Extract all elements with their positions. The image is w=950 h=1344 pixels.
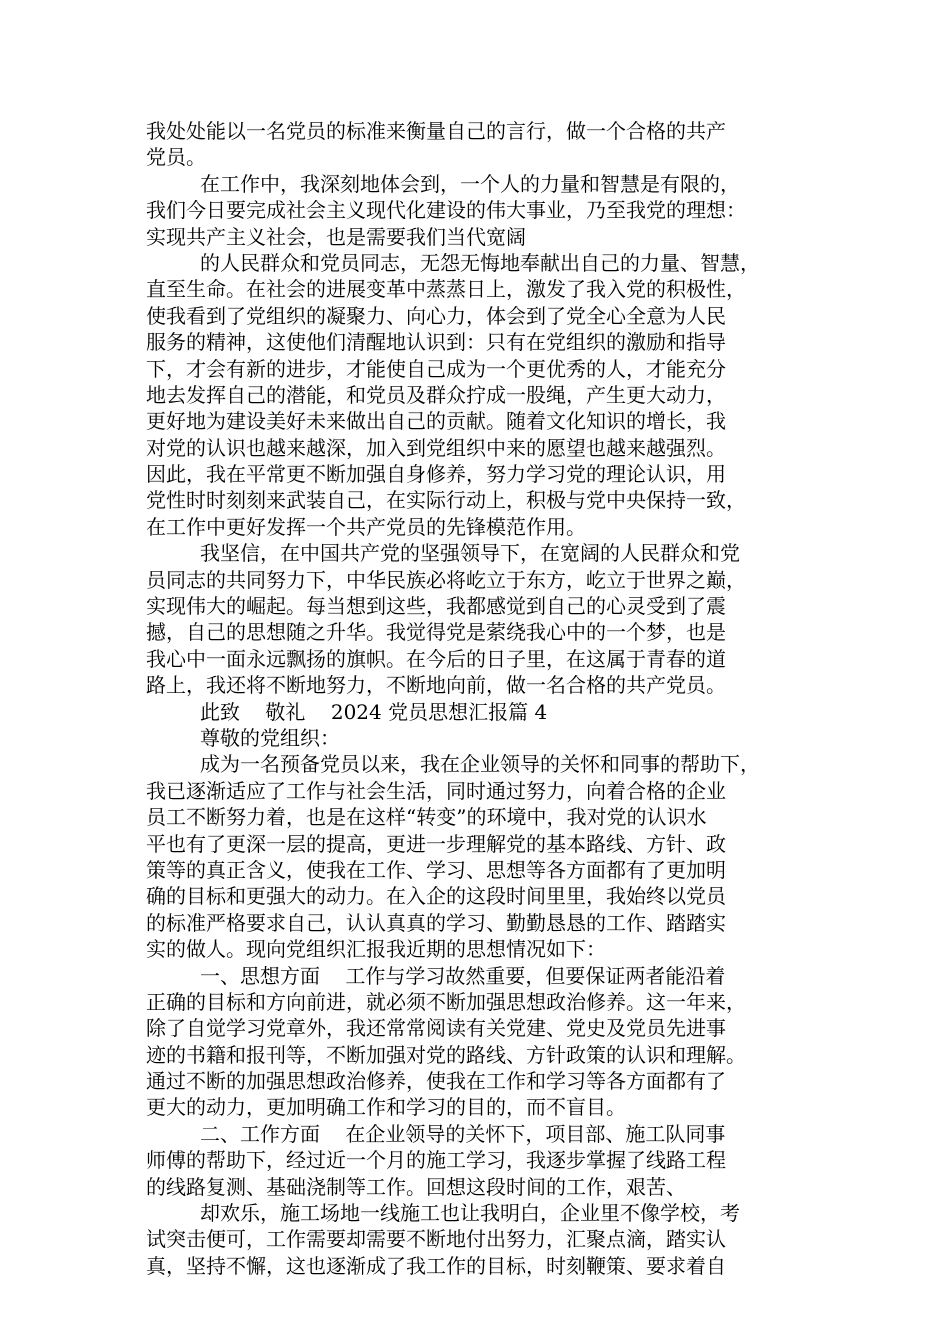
text-line: 的标准严格要求自己，认认真真的学习、勤勤恳恳的工作、踏踏实 bbox=[146, 910, 726, 935]
text-line: 更好地为建设美好未来做出自己的贡献。随着文化知识的增长，我 bbox=[146, 409, 726, 434]
text-line: 在工作中，我深刻地体会到，一个人的力量和智慧是有限的， bbox=[200, 171, 740, 196]
text-line: 更大的动力，更加明确工作和学习的目的，而不盲目。 bbox=[146, 1095, 626, 1120]
text-line: 的线路复测、基础浇制等工作。回想这段时间的工作，艰苦、 bbox=[146, 1174, 686, 1199]
text-line: 确的目标和更强大的动力。在入企的这段时间里里，我始终以党员 bbox=[146, 884, 726, 909]
text-line: 此致 敬礼 2024 党员思想汇报篇 4 bbox=[200, 699, 548, 724]
text-line: 的人民群众和党员同志，无怨无悔地奉献出自己的力量、智慧， bbox=[200, 250, 760, 275]
text-line: 服务的精神，这使他们清醒地认识到：只有在党组织的激励和指导 bbox=[146, 330, 726, 355]
text-line: 平也有了更深一层的提高，更进一步理解党的基本路线、方针、政 bbox=[146, 831, 726, 856]
text-line: 地去发挥自己的潜能，和党员及群众拧成一股绳，产生更大动力， bbox=[146, 382, 726, 407]
text-line: 我处处能以一名党员的标准来衡量自己的言行，做一个合格的共产 bbox=[146, 119, 726, 143]
document-body bbox=[146, 118, 816, 1279]
text-line: 师傅的帮助下，经过近一个月的施工学习，我逐步掌握了线路工程 bbox=[146, 1148, 726, 1173]
text-line: 我们今日要完成社会主义现代化建设的伟大事业，乃至我党的理想： bbox=[146, 198, 746, 223]
text-line: 对党的认识也越来越深，加入到党组织中来的愿望也越来越强烈。 bbox=[146, 435, 726, 460]
text-line: 正确的目标和方向前进，就必须不断加强思想政治修养。这一年来， bbox=[146, 989, 746, 1014]
text-line: 一、思想方面 工作与学习故然重要，但要保证两者能沿着 bbox=[200, 963, 726, 988]
text-line: 实的做人。现向党组织汇报我近期的思想情况如下： bbox=[146, 937, 606, 962]
text-line: 下，才会有新的进步，才能使自己成为一个更优秀的人，才能充分 bbox=[146, 356, 726, 381]
text-line: 撼，自己的思想随之升华。我觉得党是萦绕我心中的一个梦，也是 bbox=[146, 620, 726, 645]
text-line: 成为一名预备党员以来，我在企业领导的关怀和同事的帮助下， bbox=[200, 752, 760, 777]
text-line: 真，坚持不懈，这也逐渐成了我工作的目标，时刻鞭策、要求着自 bbox=[146, 1253, 726, 1278]
text-line: 迹的书籍和报刊等，不断加强对党的路线、方针政策的认识和理解。 bbox=[146, 1042, 746, 1067]
text-line: 我坚信，在中国共产党的坚强领导下，在宽阔的人民群众和党 bbox=[200, 541, 740, 566]
text-line: 我心中一面永远飘扬的旗帜。在今后的日子里，在这属于青春的道 bbox=[146, 646, 726, 671]
text-line: 通过不断的加强思想政治修养，使我在工作和学习等各方面都有了 bbox=[146, 1069, 726, 1094]
text-line: 却欢乐，施工场地一线施工也让我明白，企业里不像学校，考 bbox=[200, 1201, 740, 1226]
text-line: 党性时时刻刻来武装自己，在实际行动上，积极与党中央保持一致， bbox=[146, 488, 746, 513]
text-line: 员同志的共同努力下，中华民族必将屹立于东方，屹立于世界之巅， bbox=[146, 567, 746, 592]
text-line: 实现伟大的崛起。每当想到这些，我都感觉到自己的心灵受到了震 bbox=[146, 594, 726, 619]
text-line: 在工作中更好发挥一个共产党员的先锋模范作用。 bbox=[146, 514, 586, 539]
text-line: 策等的真正含义，使我在工作、学习、思想等各方面都有了更加明 bbox=[146, 857, 726, 882]
text-line: 因此，我在平常更不断加强自身修养，努力学习党的理论认识，用 bbox=[146, 462, 726, 487]
text-line: 直至生命。在社会的进展变革中蒸蒸日上，激发了我入党的积极性， bbox=[146, 277, 746, 302]
text-line: 除了自觉学习党章外，我还常常阅读有关党建、党史及党员先进事 bbox=[146, 1016, 726, 1041]
text-line: 使我看到了党组织的凝聚力、向心力，体会到了党全心全意为人民 bbox=[146, 303, 726, 328]
text-line: 员工不断努力着，也是在这样“转变”的环境中，我对党的认识水 bbox=[146, 805, 707, 830]
text-line: 党员。 bbox=[146, 145, 206, 170]
text-line: 尊敬的党组织： bbox=[200, 725, 340, 750]
text-line: 我已逐渐适应了工作与社会生活，同时通过努力，向着合格的企业 bbox=[146, 778, 726, 803]
text-line: 路上，我还将不断地努力，不断地向前，做一名合格的共产党员。 bbox=[146, 673, 726, 698]
text-line: 实现共产主义社会，也是需要我们当代宽阔 bbox=[146, 224, 526, 249]
text-line: 试突击便可，工作需要却需要不断地付出努力，汇聚点滴，踏实认 bbox=[146, 1227, 726, 1252]
text-line: 二、工作方面 在企业领导的关怀下，项目部、施工队同事 bbox=[200, 1121, 726, 1146]
